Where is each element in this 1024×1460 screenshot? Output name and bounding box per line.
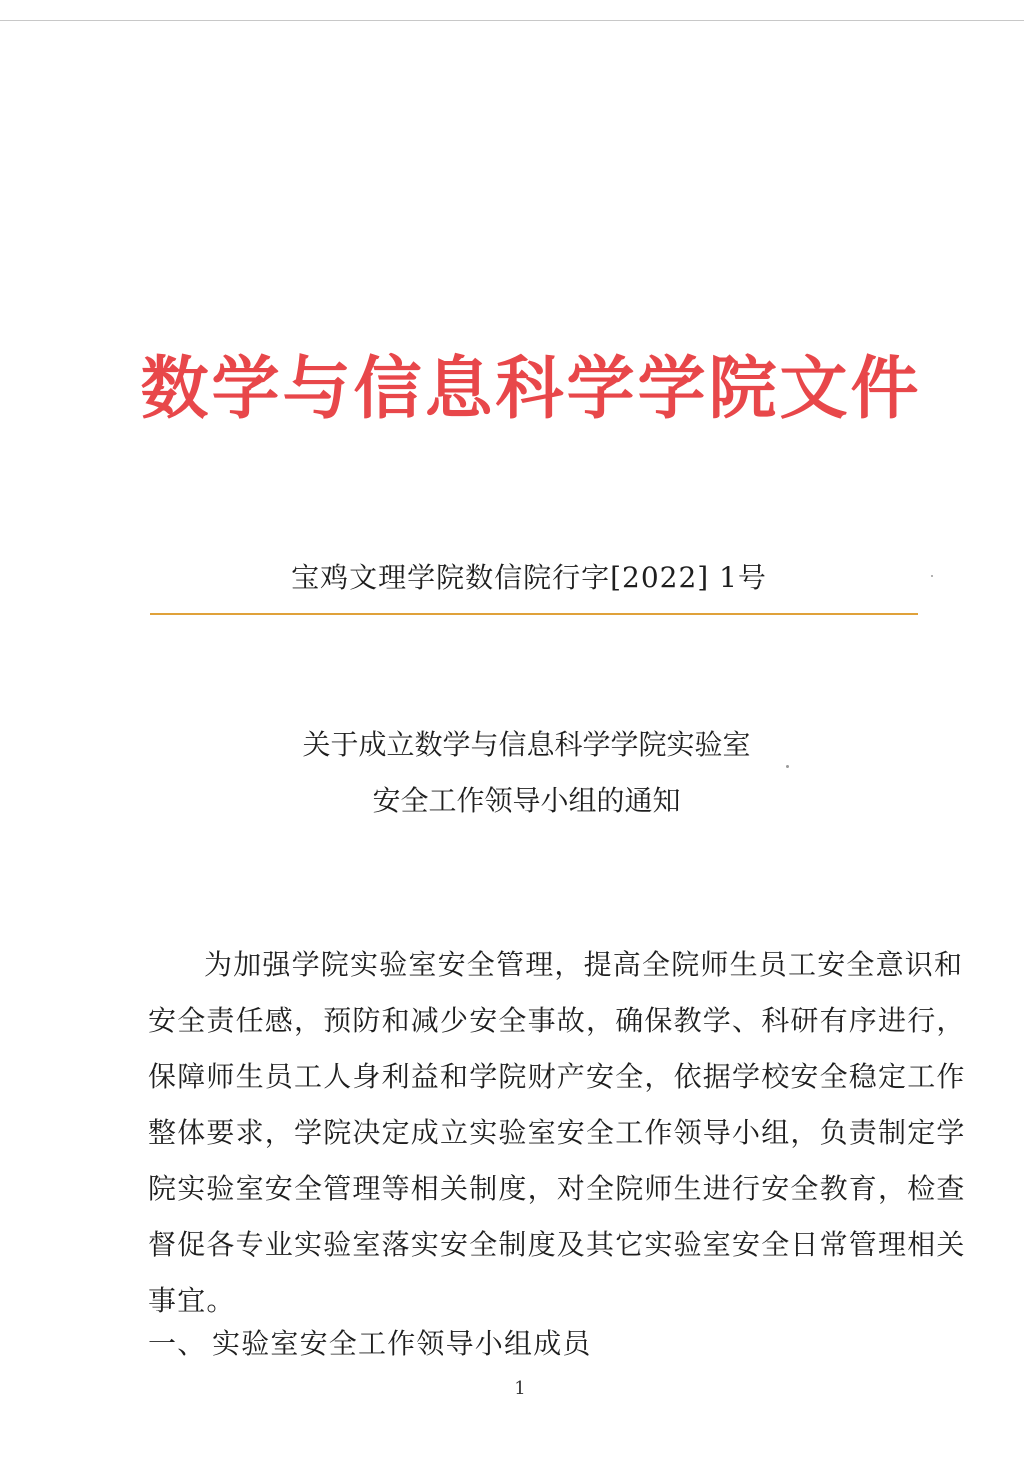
- body-line: 事宜。: [148, 1284, 236, 1317]
- body-line: 整体要求，学院决定成立实验室安全工作领导小组，负责制定学: [148, 1116, 966, 1149]
- body-line: 为加强学院实验室安全管理，提高全院师生员工安全意识和: [204, 948, 964, 981]
- notice-title-line-1: 关于成立数学与信息科学学院实验室: [302, 728, 751, 761]
- notice-title-line-2: 安全工作领导小组的通知: [372, 784, 681, 817]
- body-line: 督促各专业实验室落实安全制度及其它实验室安全日常管理相关: [148, 1228, 966, 1261]
- body-line: 安全责任感，预防和减少安全事故，确保教学、科研有序进行，: [148, 1004, 966, 1037]
- section-number: 一、: [148, 1327, 207, 1360]
- scan-speck: [786, 765, 789, 768]
- scan-edge-line: [0, 20, 1024, 21]
- document-number: 宝鸡文理学院数信院行字[2022] 1号: [291, 561, 767, 594]
- document-header-title: 数学与信息科学学院文件: [140, 349, 922, 429]
- body-paragraph: [148, 937, 966, 1329]
- section-heading-text: 实验室安全工作领导小组成员: [212, 1327, 592, 1360]
- body-line: 保障师生员工人身利益和学院财产安全，依据学校安全稳定工作: [148, 1060, 966, 1093]
- notice-title: [0, 717, 1024, 829]
- scan-speck: [931, 575, 933, 577]
- body-line: 院实验室安全管理等相关制度，对全院师生进行安全教育，检查: [148, 1172, 966, 1205]
- page-number: 1: [514, 1378, 526, 1399]
- section-heading: [148, 1322, 592, 1362]
- header-divider-rule: [150, 613, 918, 615]
